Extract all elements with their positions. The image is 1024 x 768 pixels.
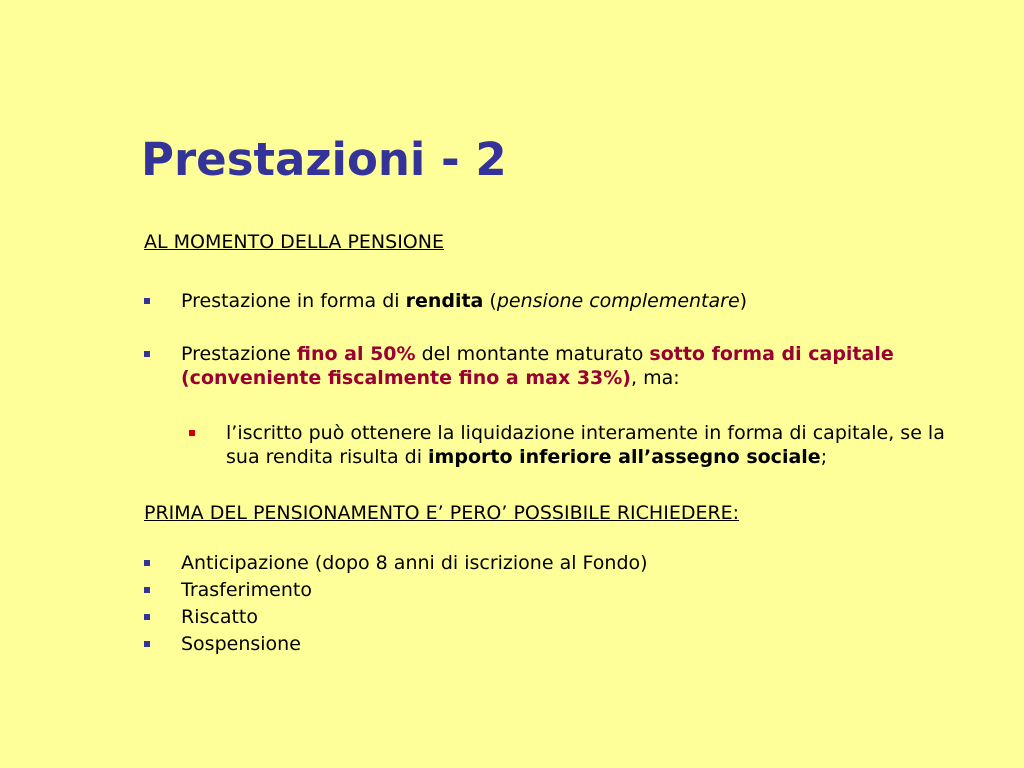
item-bold-text: importo inferiore all’assegno sociale xyxy=(428,446,821,468)
item-text: Prestazione in forma di xyxy=(181,290,406,312)
sub-bullet-list xyxy=(144,421,984,469)
item-text: ; xyxy=(820,446,828,468)
square-bullet-icon xyxy=(144,560,150,566)
highlight-text: sotto forma di capitale (conveniente fiscalmente fino a max 33%) xyxy=(181,343,894,389)
pre-retirement-options-list xyxy=(144,551,984,656)
item-text: Anticipazione (dopo 8 anni di iscrizione al Fondo) xyxy=(181,552,648,574)
section-heading-before-retirement: PRIMA DEL PENSIONAMENTO E’ PERO’ POSSIBILE RICHIEDERE: xyxy=(144,502,740,524)
highlight-text: fino al 50% xyxy=(296,343,416,365)
square-bullet-icon xyxy=(144,298,150,304)
list-item-redemption xyxy=(144,605,984,629)
square-bullet-icon xyxy=(144,587,150,593)
square-bullet-icon xyxy=(189,430,195,436)
item-italic-text: pensione complementare xyxy=(496,290,740,312)
slide-title: Prestazioni - 2 xyxy=(141,133,507,186)
capital-benefits-list xyxy=(144,342,984,390)
section-heading-at-retirement: AL MOMENTO DELLA PENSIONE xyxy=(144,231,444,253)
square-bullet-icon xyxy=(144,351,150,357)
item-text: ) xyxy=(739,290,748,312)
item-text: Trasferimento xyxy=(181,579,312,601)
list-item-annuity xyxy=(144,289,984,313)
item-text: l’iscritto può ottenere la liquidazione interamente in forma di capitale, se la sua rendita risulta di xyxy=(226,422,945,468)
item-text: Riscatto xyxy=(181,606,258,628)
list-item-capital xyxy=(144,342,984,390)
item-text: Sospensione xyxy=(181,633,301,655)
retirement-benefits-list xyxy=(144,289,984,313)
item-text: del montante maturato xyxy=(415,343,650,365)
item-bold-text: rendita xyxy=(405,290,484,312)
square-bullet-icon xyxy=(144,614,150,620)
item-text: ( xyxy=(483,290,497,312)
list-item-suspension xyxy=(144,632,984,656)
list-item-advance xyxy=(144,551,984,575)
item-text: Prestazione xyxy=(181,343,297,365)
square-bullet-icon xyxy=(144,641,150,647)
list-item-full-capital xyxy=(189,421,984,469)
item-text: , ma: xyxy=(630,367,680,389)
list-item-transfer xyxy=(144,578,984,602)
